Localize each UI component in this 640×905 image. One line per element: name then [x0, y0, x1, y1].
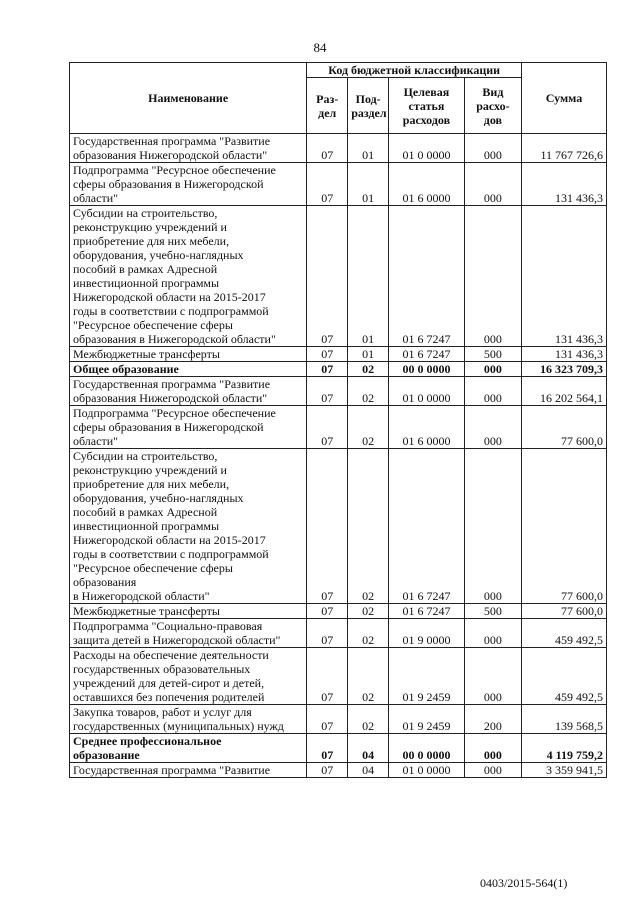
cell-tselevaya: 01 9 0000 — [389, 619, 465, 648]
cell-tselevaya: 01 9 2459 — [389, 648, 465, 705]
cell-podrazdel: 02 — [348, 604, 389, 619]
cell-podrazdel: 02 — [348, 362, 389, 377]
cell-summa: 459 492,5 — [522, 648, 607, 705]
cell-vid: 000 — [464, 206, 521, 347]
cell-podrazdel: 01 — [348, 206, 389, 347]
cell-razdel: 07 — [307, 648, 348, 705]
table-row — [70, 734, 607, 763]
cell-razdel: 07 — [307, 163, 348, 206]
cell-name: Общее образование — [70, 362, 307, 377]
table-row — [70, 347, 607, 362]
cell-razdel: 07 — [307, 763, 348, 778]
cell-name: Подпрограмма "Ресурсное обеспечение сферы образования в Нижегородской области" — [70, 406, 307, 449]
cell-summa: 459 492,5 — [522, 619, 607, 648]
table-row — [70, 206, 607, 347]
cell-name: Межбюджетные трансферты — [70, 347, 307, 362]
cell-vid: 000 — [464, 648, 521, 705]
cell-podrazdel: 01 — [348, 134, 389, 163]
cell-vid: 500 — [464, 604, 521, 619]
cell-summa: 131 436,3 — [522, 163, 607, 206]
cell-vid: 200 — [464, 705, 521, 734]
cell-razdel: 07 — [307, 206, 348, 347]
cell-tselevaya: 01 6 0000 — [389, 163, 465, 206]
cell-razdel: 07 — [307, 705, 348, 734]
cell-summa: 4 119 759,2 — [522, 734, 607, 763]
cell-podrazdel: 02 — [348, 406, 389, 449]
cell-summa: 131 436,3 — [522, 206, 607, 347]
table-row — [70, 163, 607, 206]
cell-name: Среднее профессиональное образование — [70, 734, 307, 763]
cell-podrazdel: 01 — [348, 163, 389, 206]
header-razdel: Раз- дел — [307, 78, 348, 134]
cell-summa: 139 568,5 — [522, 705, 607, 734]
cell-vid: 000 — [464, 734, 521, 763]
cell-tselevaya: 01 6 0000 — [389, 406, 465, 449]
cell-vid: 000 — [464, 362, 521, 377]
cell-razdel: 07 — [307, 377, 348, 406]
table-row — [70, 619, 607, 648]
cell-vid: 000 — [464, 406, 521, 449]
cell-tselevaya: 01 6 7247 — [389, 449, 465, 604]
cell-name: Подпрограмма "Социально-правовая защита детей в Нижегородской области" — [70, 619, 307, 648]
header-podrazdel: Под- раздел — [348, 78, 389, 134]
cell-podrazdel: 04 — [348, 734, 389, 763]
cell-name: Закупка товаров, работ и услуг для государственных (муниципальных) нужд — [70, 705, 307, 734]
cell-vid: 500 — [464, 347, 521, 362]
cell-summa: 11 767 726,6 — [522, 134, 607, 163]
header-code-group: Код бюджетной классификации — [307, 63, 522, 78]
cell-podrazdel: 02 — [348, 648, 389, 705]
cell-podrazdel: 01 — [348, 347, 389, 362]
table-row — [70, 377, 607, 406]
cell-name: Межбюджетные трансферты — [70, 604, 307, 619]
cell-name: Государственная программа "Развитие — [70, 763, 307, 778]
cell-tselevaya: 00 0 0000 — [389, 734, 465, 763]
cell-razdel: 07 — [307, 734, 348, 763]
cell-tselevaya: 01 0 0000 — [389, 763, 465, 778]
cell-razdel: 07 — [307, 449, 348, 604]
cell-podrazdel: 02 — [348, 705, 389, 734]
cell-summa: 77 600,0 — [522, 604, 607, 619]
cell-vid: 000 — [464, 619, 521, 648]
cell-razdel: 07 — [307, 604, 348, 619]
cell-name: Подпрограмма "Ресурсное обеспечение сферы образования в Нижегородской области" — [70, 163, 307, 206]
cell-name: Субсидии на строительство, реконструкцию учреждений и приобретение для них мебели, оборудования, учебно-наглядных пособий в рамках Адресной инвестиционной программы Нижегородской области на 2015-2017 годы в соответствии с подпрограммой "Ресурсное обеспечение сферы образования в Нижегородской области" — [70, 206, 307, 347]
cell-tselevaya: 01 9 2459 — [389, 705, 465, 734]
cell-vid: 000 — [464, 449, 521, 604]
table-row — [70, 362, 607, 377]
table-row — [70, 449, 607, 604]
page-number: 84 — [313, 40, 327, 55]
cell-name: Государственная программа "Развитие образования Нижегородской области" — [70, 377, 307, 406]
cell-summa: 131 436,3 — [522, 347, 607, 362]
table-row — [70, 604, 607, 619]
cell-razdel: 07 — [307, 134, 348, 163]
table-row — [70, 134, 607, 163]
cell-podrazdel: 04 — [348, 763, 389, 778]
cell-vid: 000 — [464, 163, 521, 206]
header-summa: Сумма — [522, 63, 607, 134]
cell-tselevaya: 01 0 0000 — [389, 134, 465, 163]
cell-podrazdel: 02 — [348, 377, 389, 406]
cell-razdel: 07 — [307, 362, 348, 377]
document-code: 0403/2015-564(1) — [480, 876, 568, 890]
cell-name: Субсидии на строительство, реконструкцию учреждений и приобретение для них мебели, оборудования, учебно-наглядных пособий в рамках Адресной инвестиционной программы Нижегородской области на 2015-2017 годы в соответствии с подпрограммой "Ресурсное обеспечение сферы образования в Нижегородской области" — [70, 449, 307, 604]
cell-vid: 000 — [464, 763, 521, 778]
cell-summa: 16 202 564,1 — [522, 377, 607, 406]
cell-summa: 3 359 941,5 — [522, 763, 607, 778]
header-name: Наименование — [70, 63, 307, 134]
cell-tselevaya: 00 0 0000 — [389, 362, 465, 377]
header-vid: Вид расхо- дов — [464, 78, 521, 134]
table-row — [70, 406, 607, 449]
header-tselevaya: Целевая статья расходов — [389, 78, 465, 134]
cell-tselevaya: 01 0 0000 — [389, 377, 465, 406]
cell-vid: 000 — [464, 377, 521, 406]
table-header — [70, 63, 607, 134]
cell-vid: 000 — [464, 134, 521, 163]
table-body — [70, 134, 607, 778]
cell-razdel: 07 — [307, 406, 348, 449]
cell-name: Расходы на обеспечение деятельности государственных образовательных учреждений для детей-сирот и детей, оставшихся без попечения родителей — [70, 648, 307, 705]
budget-table — [69, 62, 607, 778]
table-row — [70, 763, 607, 778]
cell-tselevaya: 01 6 7247 — [389, 206, 465, 347]
table-row — [70, 705, 607, 734]
cell-summa: 77 600,0 — [522, 406, 607, 449]
cell-tselevaya: 01 6 7247 — [389, 347, 465, 362]
cell-summa: 77 600,0 — [522, 449, 607, 604]
cell-podrazdel: 02 — [348, 449, 389, 604]
cell-tselevaya: 01 6 7247 — [389, 604, 465, 619]
table-row — [70, 648, 607, 705]
cell-razdel: 07 — [307, 619, 348, 648]
cell-razdel: 07 — [307, 347, 348, 362]
cell-podrazdel: 02 — [348, 619, 389, 648]
cell-name: Государственная программа "Развитие образования Нижегородской области" — [70, 134, 307, 163]
cell-summa: 16 323 709,3 — [522, 362, 607, 377]
